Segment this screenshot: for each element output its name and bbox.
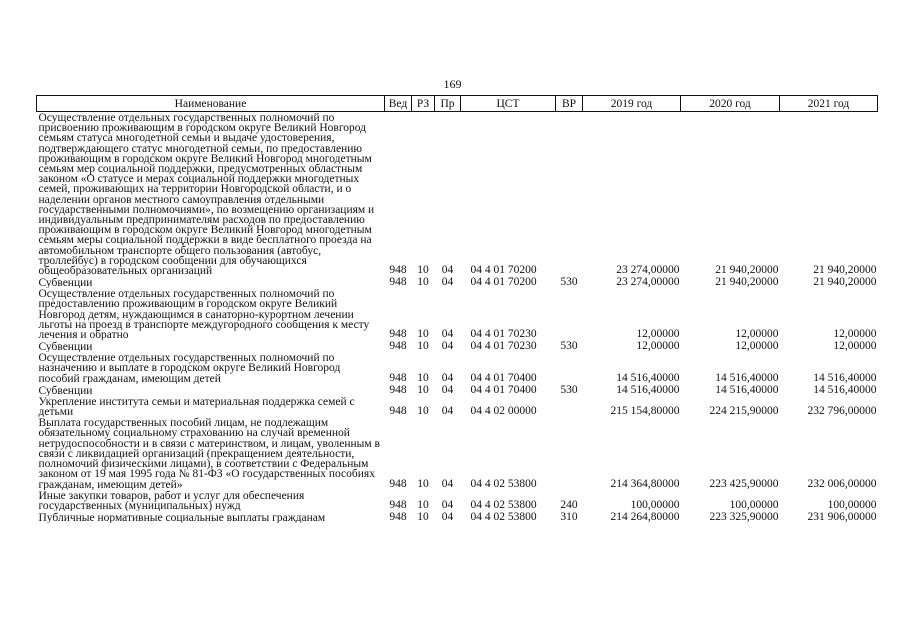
cell-2020: 223 425,90000: [709, 477, 779, 490]
cell-2019: 14 516,40000: [616, 383, 680, 396]
cell-pr: 04: [441, 276, 454, 289]
cell-name: Осуществление отдельных государственных полномочий по присвоению проживающим в городском округе Великий Новгород семьям статуса многодетной семьи и выдаче удостоверения, подтверждающего статус многодетной семьи, по предоставлению проживающим в городском округе Великий Новгород многодетным семьям мер социальной поддержки, предусмотренных областным законом «О статусе и мерах социальной поддержки многодетных семей, проживающих на территории Новгородской области, и о наделении органов местного самоуправления отдельными государственными полномочиями», по возмещению организациям и индивидуальным предпринимателям расходов по предоставлению проживающим в городском округе Великий Новгород многодетным семьям меры социальной поддержки в виде бесплатного проезда на автомобильном транспорте общего пользования (автобус, троллейбус) в городском сообщении для обучающихся общеобразовательных организаций: [38, 112, 375, 277]
cell-vr: 240: [560, 499, 578, 512]
cell-2021: 232 796,00000: [807, 405, 877, 418]
cell-pr: 04: [441, 477, 454, 490]
cell-ved: 948: [389, 276, 407, 289]
cell-2021: 12,00000: [833, 328, 877, 341]
cell-2019: 215 154,80000: [610, 405, 680, 418]
header-pr: Пр: [435, 96, 461, 112]
cell-name: Субвенции: [38, 341, 93, 353]
cell-2019: 12,00000: [636, 340, 680, 353]
table-row: [37, 112, 878, 277]
cell-2021: 12,00000: [833, 340, 877, 353]
cell-2019: 12,00000: [636, 328, 680, 341]
table-row: [37, 340, 878, 352]
table-row: [37, 396, 878, 417]
table-body: [37, 112, 878, 524]
cell-vr: [556, 288, 583, 340]
cell-ved: 948: [389, 371, 407, 384]
table-header-row: [37, 96, 878, 112]
cell-vr: [556, 417, 583, 489]
cell-pr: 04: [441, 383, 454, 396]
cell-name: Публичные нормативные социальные выплаты гражданам: [38, 511, 326, 524]
cell-2019: 214 264,80000: [610, 511, 680, 524]
cell-2019: 23 274,00000: [616, 276, 680, 289]
cell-cst: 04 4 01 70400: [470, 383, 537, 396]
cell-cst: 04 4 01 70200: [470, 276, 537, 289]
header-name: Наименование: [37, 96, 385, 112]
table-row: [37, 511, 878, 523]
cell-ved: 948: [389, 383, 407, 396]
cell-rz: 10: [417, 499, 429, 512]
cell-rz: 10: [417, 405, 429, 418]
cell-rz: 10: [417, 276, 429, 289]
table-row: [37, 288, 878, 340]
cell-pr: 04: [441, 371, 454, 384]
cell-ved: 948: [389, 405, 407, 418]
cell-pr: 04: [441, 328, 454, 341]
header-2019: 2019 год: [583, 96, 681, 112]
cell-pr: 04: [441, 511, 454, 524]
cell-pr: 04: [441, 499, 454, 512]
cell-name: Осуществление отдельных государственных полномочий по предоставлению проживающим в городском округе Великий Новгород детям, нуждающимся в санаторно-курортном лечении льготы на проезд в транспорте междугородного сообщения к месту лечения и обратно: [38, 288, 370, 341]
table-row: [37, 417, 878, 489]
cell-pr: 04: [441, 264, 454, 277]
cell-name: Выплата государственных пособий лицам, не подлежащим обязательному социальному страхованию на случай временной нетрудоспособности и в связи с материнством, и лицам, уволенным в связи с ликвидацией организаций (прекращением деятельности, полномочий физическими лицами), в соответствии с Федеральным законом от 19 мая 1995 года № 81-ФЗ «О государственных пособиях гражданам, имеющим детей»: [38, 417, 380, 490]
cell-name: Осуществление отдельных государственных полномочий по назначению и выплате в городском округе Великий Новгород пособий гражданам, имеющим детей: [38, 352, 341, 384]
page-number: 169: [443, 77, 462, 91]
cell-rz: 10: [417, 371, 429, 384]
cell-ved: 948: [389, 340, 407, 353]
cell-2019: 23 274,00000: [616, 264, 680, 277]
header-ved: Вед: [385, 96, 412, 112]
cell-cst: 04 4 02 00000: [470, 405, 537, 418]
cell-name: Укрепление института семьи и материальная поддержка семей с детьми: [38, 395, 355, 418]
header-rz: РЗ: [412, 96, 435, 112]
cell-vr: 530: [560, 383, 578, 396]
cell-2021: 14 516,40000: [813, 383, 877, 396]
cell-2021: 231 906,00000: [807, 511, 877, 524]
cell-2020: 14 516,40000: [715, 371, 779, 384]
cell-2019: 214 364,80000: [610, 477, 680, 490]
cell-2021: 21 940,20000: [813, 276, 877, 289]
cell-vr: 310: [560, 511, 578, 524]
header-vr: ВР: [556, 96, 583, 112]
cell-rz: 10: [417, 328, 429, 341]
cell-cst: 04 4 02 53800: [470, 511, 537, 524]
cell-2020: 21 940,20000: [715, 276, 779, 289]
cell-cst: 04 4 01 70200: [470, 264, 537, 277]
budget-table: [36, 95, 878, 523]
cell-vr: [556, 396, 583, 417]
cell-2021: 100,00000: [827, 499, 877, 512]
cell-cst: 04 4 02 53800: [470, 477, 537, 490]
header-2020: 2020 год: [681, 96, 780, 112]
table-row: [37, 276, 878, 288]
cell-name: Субвенции: [38, 384, 93, 396]
cell-pr: 04: [441, 405, 454, 418]
cell-name: Иные закупки товаров, работ и услуг для обеспечения государственных (муниципальных) нужд: [38, 489, 305, 512]
cell-2020: 12,00000: [735, 328, 779, 341]
cell-rz: 10: [417, 511, 429, 524]
table-row: [37, 384, 878, 396]
header-cst: ЦСТ: [461, 96, 556, 112]
cell-2020: 100,00000: [729, 499, 779, 512]
cell-ved: 948: [389, 511, 407, 524]
cell-2020: 223 325,90000: [709, 511, 779, 524]
cell-ved: 948: [389, 477, 407, 490]
cell-rz: 10: [417, 264, 429, 277]
cell-ved: 948: [389, 264, 407, 277]
header-2021: 2021 год: [780, 96, 878, 112]
cell-cst: 04 4 01 70230: [470, 328, 537, 341]
cell-2020: 14 516,40000: [715, 383, 779, 396]
cell-vr: 530: [560, 276, 578, 289]
cell-vr: [556, 352, 583, 384]
cell-2021: 14 516,40000: [813, 371, 877, 384]
cell-2019: 100,00000: [630, 499, 680, 512]
cell-2020: 224 215,90000: [709, 405, 779, 418]
cell-name: Субвенции: [38, 277, 93, 289]
cell-2021: 21 940,20000: [813, 264, 877, 277]
cell-vr: [556, 112, 583, 277]
cell-2020: 21 940,20000: [715, 264, 779, 277]
cell-ved: 948: [389, 328, 407, 341]
cell-cst: 04 4 02 53800: [470, 499, 537, 512]
cell-cst: 04 4 01 70230: [470, 340, 537, 353]
cell-2019: 14 516,40000: [616, 371, 680, 384]
cell-cst: 04 4 01 70400: [470, 371, 537, 384]
cell-2021: 232 006,00000: [807, 477, 877, 490]
cell-2020: 12,00000: [735, 340, 779, 353]
cell-pr: 04: [441, 340, 454, 353]
cell-rz: 10: [417, 383, 429, 396]
table-row: [37, 490, 878, 511]
table-row: [37, 352, 878, 384]
cell-rz: 10: [417, 477, 429, 490]
cell-vr: 530: [560, 340, 578, 353]
cell-ved: 948: [389, 499, 407, 512]
cell-rz: 10: [417, 340, 429, 353]
